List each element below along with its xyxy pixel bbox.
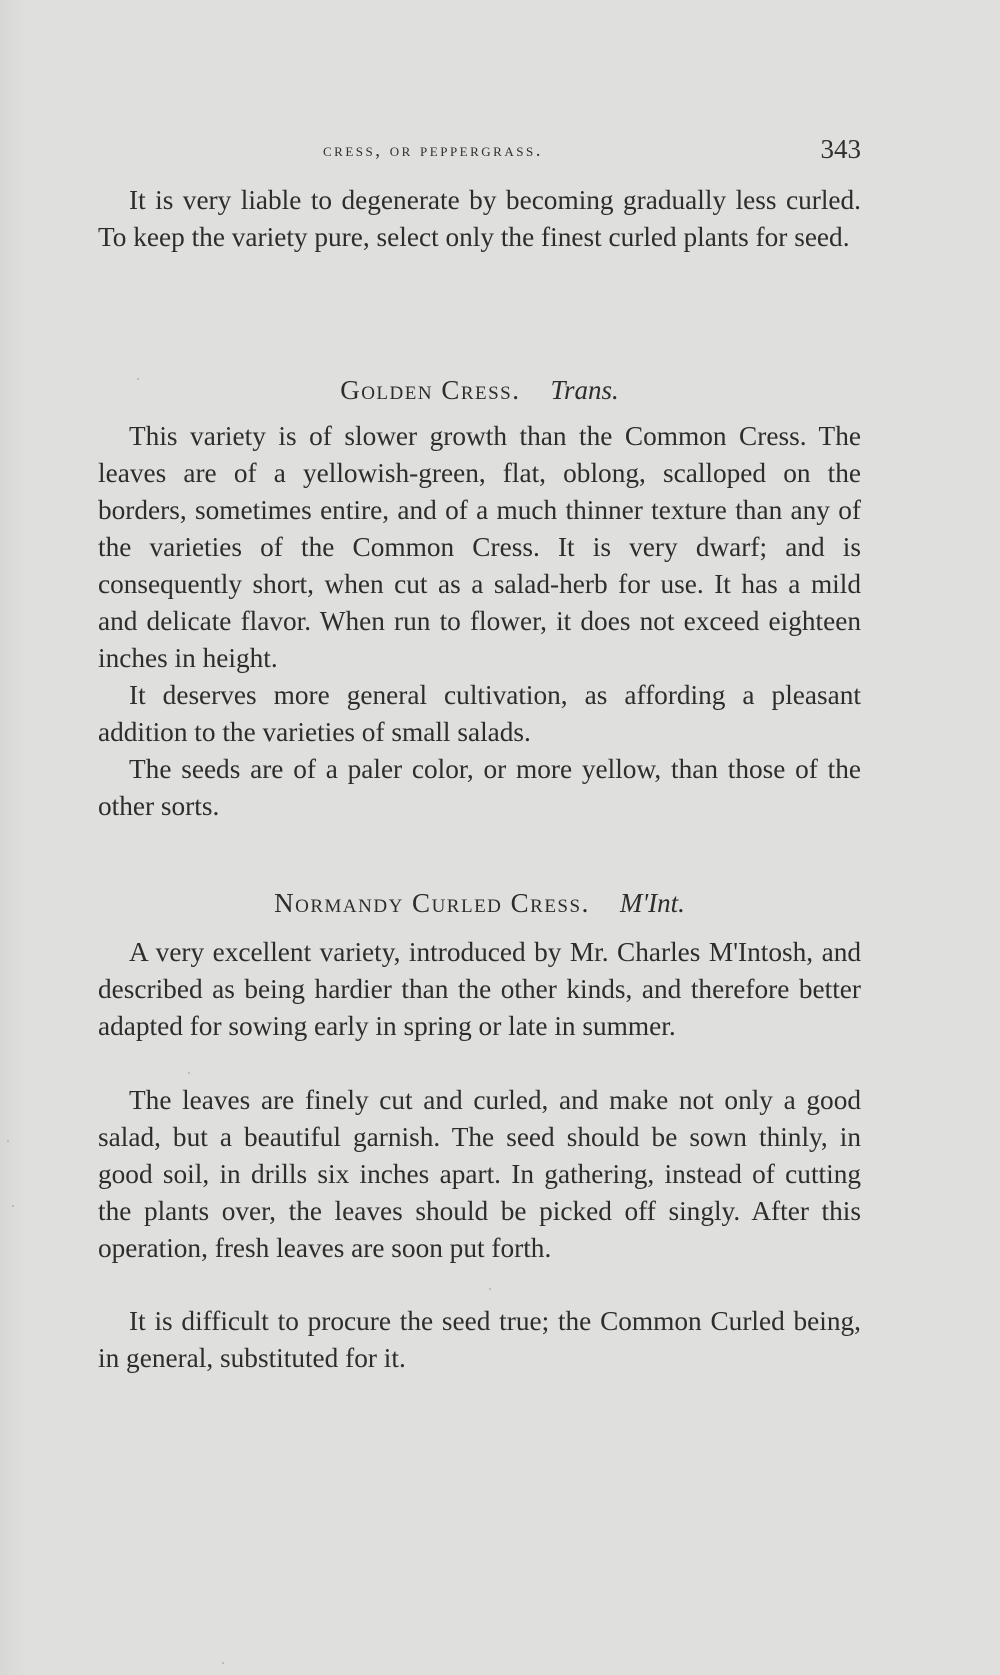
normandy-cress-heading xyxy=(98,887,861,919)
page-number: 343 xyxy=(820,134,861,164)
golden-cress-title: Golden Cress. xyxy=(340,375,521,405)
paper-speck xyxy=(7,1140,9,1142)
golden-cress-paragraph-2: It deserves more general cultivation, as affording a pleasant addition to the varieties of small salads. xyxy=(98,680,861,747)
golden-cress-paragraph-1: This variety is of slower growth than the Common Cress. The leaves are of a yellowish-green, flat, oblong, scalloped on the borders, sometimes entire, and of a much thinner texture than any of the varieties of the Common Cress. It is very dwarf; and is consequently short, when cut as a salad-herb for use. It has a mild and delicate flavor. When run to flower, it does not exceed eighteen inches in height. xyxy=(98,421,861,673)
paper-speck xyxy=(12,1205,14,1207)
page-edge-shadow xyxy=(0,0,26,1675)
paper-speck xyxy=(489,1288,491,1290)
page-header xyxy=(98,134,861,174)
golden-cress-paragraph-3: The seeds are of a paler color, or more yellow, than those of the other sorts. xyxy=(98,754,861,821)
golden-cress-author: Trans. xyxy=(550,375,619,405)
normandy-cress-paragraph-1: A very excellent variety, introduced by Mr. Charles M'Intosh, and described as being hardier than the other kinds, and therefore better adapted for sowing early in spring or late in summer. xyxy=(98,937,861,1041)
normandy-cress-title: Normandy Curled Cress. xyxy=(274,888,590,918)
paper-speck xyxy=(188,1072,190,1074)
normandy-cress-paragraph-3: It is difficult to procure the seed true; the Common Curled being, in general, substituted for it. xyxy=(98,1306,861,1373)
normandy-cress-author: M'Int. xyxy=(619,888,685,918)
normandy-cress-paragraph-2: The leaves are finely cut and curled, and make not only a good salad, but a beautiful garnish. The seed should be sown thinly, in good soil, in drills six inches apart. In gathering, instead of cutting the plants over, the leaves should be picked off singly. After this operation, fresh leaves are soon put forth. xyxy=(98,1085,861,1263)
running-title: cress, or peppergrass. xyxy=(323,140,543,161)
paper-speck xyxy=(222,1662,224,1664)
golden-cress-heading xyxy=(98,374,861,406)
intro-paragraph: It is very liable to degenerate by becoming gradually less curled. To keep the variety pure, select only the finest curled plants for seed. xyxy=(98,185,861,252)
paper-speck xyxy=(137,378,139,380)
